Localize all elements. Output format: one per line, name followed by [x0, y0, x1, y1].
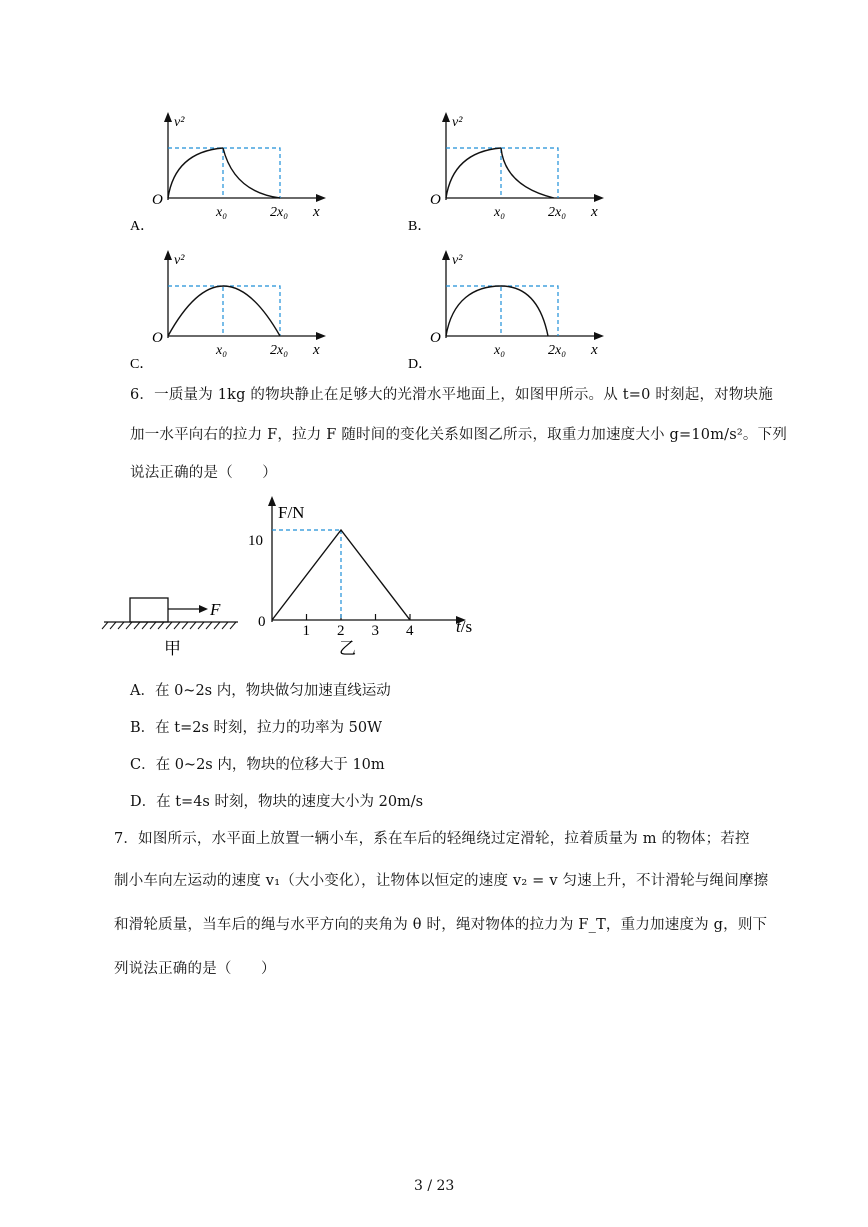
figure-jia — [96, 588, 246, 668]
x-axis-label: t/s — [456, 617, 473, 636]
tick-x0: x₀ — [216, 205, 228, 220]
x-axis-label: x — [591, 204, 598, 220]
x-axis-label: x — [313, 342, 320, 358]
q7-stem-line1: 7．如图所示，水平面上放置一辆小车，系在车后的轻绳绕过定滑轮，拉着质量为 m 的物体；若控 — [114, 831, 750, 847]
x-axis-label: x — [313, 204, 320, 220]
option-letter: A． — [130, 219, 155, 233]
origin-label: 0 — [258, 614, 266, 630]
tick-2x0: 2x₀ — [270, 343, 289, 358]
figure-yi-chart — [244, 490, 484, 662]
tick-x0: x₀ — [216, 343, 228, 358]
x-axis-unit: /s — [460, 617, 473, 636]
q6-stem-line1: 6．一质量为 1kg 的物块静止在足够大的光滑水平地面上，如图甲所示。从 t=0 时刻起，对物块施 — [130, 387, 773, 403]
force-label: F — [210, 600, 221, 619]
y-axis-label: F/N — [278, 503, 305, 522]
q6-stem-line3: 说法正确的是（ ） — [130, 465, 277, 481]
y-axis-label: v² — [174, 253, 185, 268]
tick-2x0: 2x₀ — [548, 205, 567, 220]
option-letter: B． — [408, 219, 432, 233]
q6-choice-c[interactable]: C．在 0~2s 内，物块的位移大于 10m — [130, 757, 385, 773]
q6-stem-line2: 加一水平向右的拉力 F，拉力 F 随时间的变化关系如图乙所示，取重力加速度大小 g=10m/s²。下列 — [130, 427, 788, 443]
tick-x0: x₀ — [494, 205, 506, 220]
origin-label: O — [430, 192, 441, 208]
page-number: 3 / 23 — [414, 1178, 455, 1194]
tick-2x0: 2x₀ — [548, 343, 567, 358]
option-letter: C． — [130, 357, 154, 371]
x-tick-label: 3 — [371, 623, 379, 639]
caption-jia: 甲 — [164, 639, 181, 658]
origin-label: O — [152, 192, 163, 208]
x-tick-label: 4 — [406, 623, 414, 639]
graph-b — [408, 108, 618, 233]
q6-choice-a[interactable]: A．在 0~2s 内，物块做匀加速直线运动 — [130, 683, 391, 699]
x-tick-label: 1 — [302, 623, 310, 639]
graph-c — [130, 246, 340, 371]
graph-d — [408, 246, 618, 371]
tick-2x0: 2x₀ — [270, 205, 289, 220]
x-tick-label: 2 — [337, 623, 345, 639]
x-axis-label: x — [591, 342, 598, 358]
y-axis-label: v² — [174, 115, 185, 130]
y-axis-label: v² — [452, 253, 463, 268]
option-letter: D． — [408, 357, 433, 371]
q7-stem-line3: 和滑轮质量，当车后的绳与水平方向的夹角为 θ 时，绳对物体的拉力为 F_T，重力加速度为 g，则下 — [114, 917, 768, 933]
q6-choice-d[interactable]: D．在 t=4s 时刻，物块的速度大小为 20m/s — [130, 794, 424, 810]
y-tick-10: 10 — [248, 533, 263, 549]
graph-a — [130, 108, 340, 233]
q6-choice-b[interactable]: B．在 t=2s 时刻，拉力的功率为 50W — [130, 720, 382, 736]
y-axis-label: v² — [452, 115, 463, 130]
tick-x0: x₀ — [494, 343, 506, 358]
origin-label: O — [430, 330, 441, 346]
q7-stem-line2: 制小车向左运动的速度 v₁（大小变化），让物体以恒定的速度 v₂ = v 匀速上升，不计滑轮与绳间摩擦 — [114, 873, 769, 889]
origin-label: O — [152, 330, 163, 346]
q7-stem-line4: 列说法正确的是（ ） — [114, 961, 276, 977]
caption-yi: 乙 — [339, 639, 356, 658]
